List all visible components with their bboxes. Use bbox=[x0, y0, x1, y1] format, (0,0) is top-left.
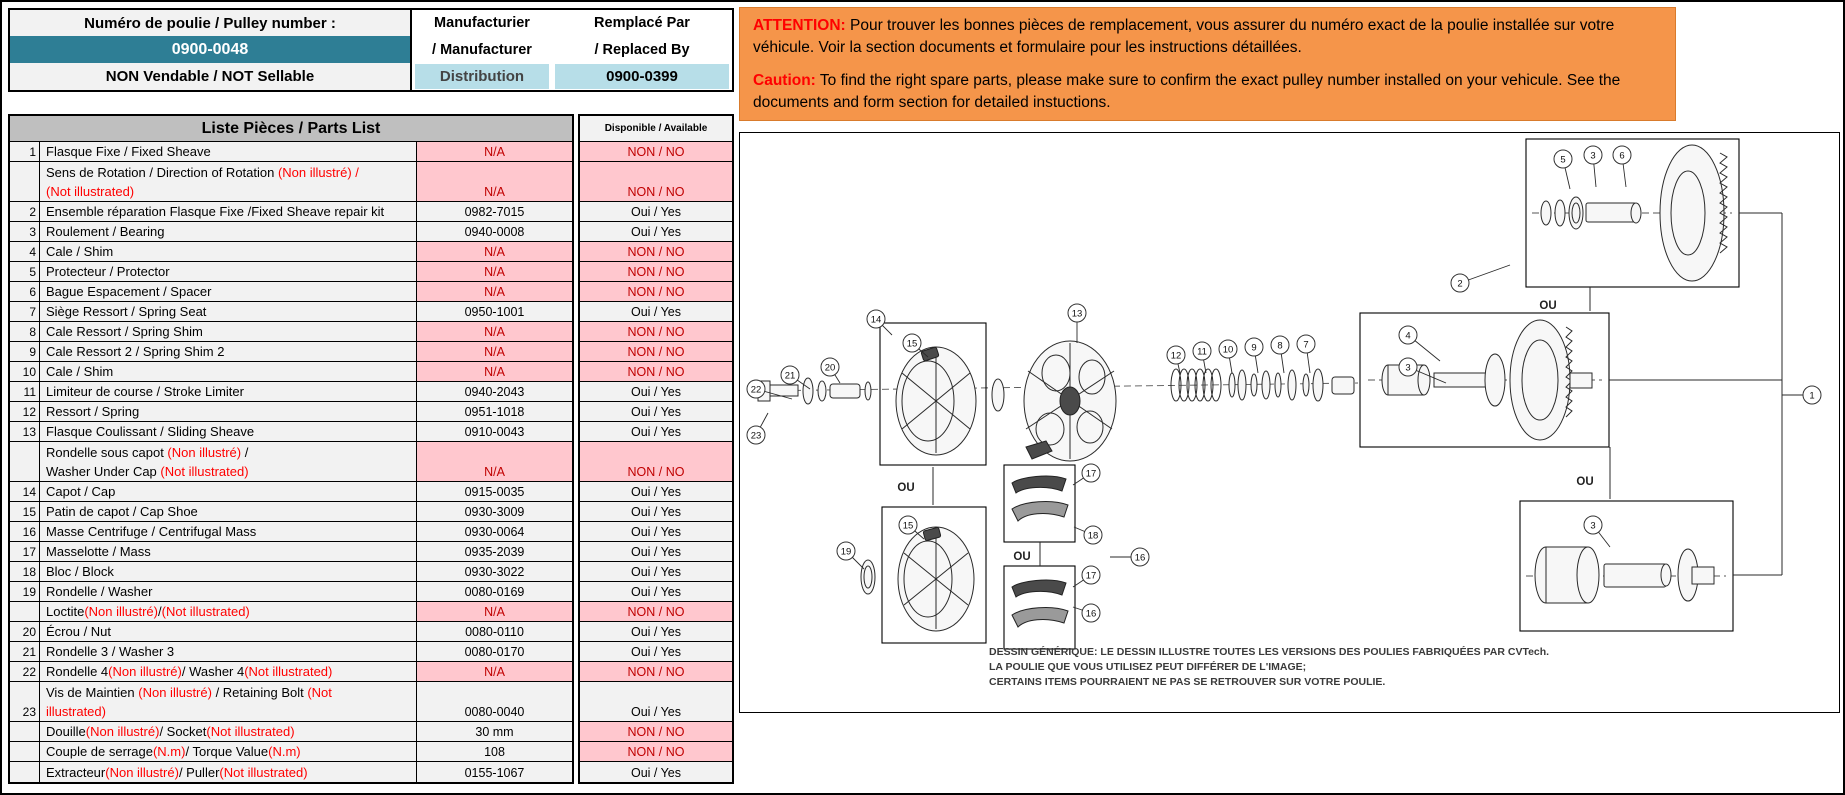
warning-french-lead: ATTENTION: bbox=[753, 17, 846, 34]
svg-text:7: 7 bbox=[1303, 339, 1309, 351]
part-index bbox=[10, 442, 40, 481]
hub-shaft-box bbox=[1520, 501, 1733, 631]
parts-row bbox=[10, 622, 572, 642]
part-index: 13 bbox=[10, 422, 40, 441]
part-availability: Oui / Yes bbox=[580, 682, 732, 722]
part-description: Bague Espacement / Spacer bbox=[40, 282, 417, 301]
replaced-by-label-line2: / Replaced By bbox=[594, 41, 690, 58]
part-index: 17 bbox=[10, 542, 40, 561]
part-number: 0080-0110 bbox=[465, 625, 524, 639]
alternate-cap-box bbox=[861, 507, 986, 643]
parts-row bbox=[10, 222, 572, 242]
svg-text:3: 3 bbox=[1590, 520, 1596, 532]
part-index bbox=[10, 722, 40, 741]
svg-text:22: 22 bbox=[750, 384, 762, 396]
part-index: 21 bbox=[10, 642, 40, 661]
part-description: Ressort / Spring bbox=[40, 402, 417, 421]
diagram-footnote-line: DESSIN GÉNÉRIQUE: LE DESSIN ILLUSTRE TOUTES LES VERSIONS DES POULIES FABRIQUÉES PAR CVTech. bbox=[989, 646, 1550, 658]
part-availability: Oui / Yes bbox=[580, 582, 732, 602]
parts-row bbox=[10, 242, 572, 262]
part-number: 0915-0035 bbox=[464, 485, 525, 499]
part-number: N/A bbox=[417, 362, 572, 381]
parts-row bbox=[10, 362, 572, 382]
parts-row bbox=[10, 542, 572, 562]
ou-label: OU bbox=[1576, 476, 1594, 488]
part-description: Rondelle 3 / Washer 3 bbox=[40, 642, 417, 661]
part-index bbox=[10, 162, 40, 201]
parts-row bbox=[10, 162, 572, 202]
exploded-diagram-box bbox=[739, 132, 1840, 713]
part-description: Couple de serrage (N.m) / Torque Value (N.m) bbox=[40, 742, 417, 761]
parts-row bbox=[10, 522, 572, 542]
part-availability: NON / NO bbox=[580, 662, 732, 682]
svg-text:3: 3 bbox=[1590, 150, 1596, 162]
part-index: 22 bbox=[10, 662, 40, 681]
part-description: Roulement / Bearing bbox=[40, 222, 417, 241]
part-availability: Oui / Yes bbox=[580, 522, 732, 542]
part-availability: Oui / Yes bbox=[580, 422, 732, 442]
part-index: 1 bbox=[10, 142, 40, 161]
part-availability: Oui / Yes bbox=[580, 202, 732, 222]
svg-text:19: 19 bbox=[840, 546, 852, 558]
part-description: Limiteur de course / Stroke Limiter bbox=[40, 382, 417, 401]
part-availability: Oui / Yes bbox=[580, 222, 732, 242]
manufacturer-value: Distribution bbox=[415, 64, 549, 89]
svg-text:17: 17 bbox=[1085, 570, 1097, 582]
parts-table-main bbox=[8, 114, 574, 784]
part-availability: NON / NO bbox=[580, 442, 732, 482]
part-index: 8 bbox=[10, 322, 40, 341]
spring-and-shims bbox=[1171, 369, 1354, 401]
diagram-footnote-line: CERTAINS ITEMS POURRAIENT NE PAS SE RETROUVER SUR VOTRE POULIE. bbox=[989, 676, 1386, 688]
svg-text:17: 17 bbox=[1085, 468, 1097, 480]
warning-box bbox=[739, 7, 1676, 121]
part-availability: Oui / Yes bbox=[580, 482, 732, 502]
part-availability: NON / NO bbox=[580, 362, 732, 382]
part-availability: NON / NO bbox=[580, 242, 732, 262]
part-index: 19 bbox=[10, 582, 40, 601]
part-description: Vis de Maintien (Non illustré) / Retaining Bolt (Not illustrated) bbox=[40, 682, 417, 721]
cap-assembly bbox=[880, 323, 986, 465]
part-number: N/A bbox=[417, 282, 572, 301]
part-index: 14 bbox=[10, 482, 40, 501]
part-number: N/A bbox=[417, 662, 572, 681]
part-number: 0080-0169 bbox=[464, 585, 525, 599]
parts-row bbox=[10, 582, 572, 602]
exploded-diagram bbox=[740, 133, 1839, 712]
svg-text:20: 20 bbox=[824, 362, 836, 374]
part-index bbox=[10, 762, 40, 782]
parts-table-title: Liste Pièces / Parts List bbox=[10, 116, 572, 142]
part-description: Siège Ressort / Spring Seat bbox=[40, 302, 417, 321]
parts-row bbox=[10, 662, 572, 682]
part-index: 9 bbox=[10, 342, 40, 361]
part-availability: Oui / Yes bbox=[580, 562, 732, 582]
part-availability: NON / NO bbox=[580, 602, 732, 622]
diagram-footnote-line: LA POULIE QUE VOUS UTILISEZ PEUT DIFFÉRER DE L'IMAGE; bbox=[989, 661, 1307, 673]
part-availability: Oui / Yes bbox=[580, 382, 732, 402]
part-number: N/A bbox=[417, 242, 572, 261]
part-availability: Oui / Yes bbox=[580, 502, 732, 522]
part-description: Rondelle / Washer bbox=[40, 582, 417, 601]
part-index: 20 bbox=[10, 622, 40, 641]
part-number: 0940-0008 bbox=[464, 225, 525, 239]
part-availability: NON / NO bbox=[580, 322, 732, 342]
parts-table-availability bbox=[578, 114, 734, 784]
svg-text:2: 2 bbox=[1457, 278, 1463, 290]
bolt-and-washers bbox=[758, 378, 871, 404]
part-availability: Oui / Yes bbox=[580, 642, 732, 662]
svg-text:23: 23 bbox=[750, 430, 762, 442]
svg-text:10: 10 bbox=[1222, 344, 1234, 356]
part-index: 23 bbox=[10, 682, 40, 721]
parts-row bbox=[10, 442, 572, 482]
parts-row bbox=[10, 402, 572, 422]
part-number: N/A bbox=[417, 342, 572, 361]
part-index: 6 bbox=[10, 282, 40, 301]
part-description: Sens de Rotation / Direction of Rotation (Non illustré) / (Not illustrated) bbox=[40, 162, 417, 201]
replaced-by-value: 0900-0399 bbox=[555, 64, 729, 89]
svg-text:16: 16 bbox=[1134, 552, 1146, 564]
warning-english-text: To find the right spare parts, please make sure to confirm the exact pulley number installed on your vehicule. See the documents and form section for detailed instuctions. bbox=[753, 72, 1621, 111]
part-description: Masse Centrifuge / Centrifugal Mass bbox=[40, 522, 417, 541]
part-number: N/A bbox=[417, 602, 572, 621]
warning-french bbox=[753, 15, 1662, 59]
parts-row bbox=[10, 422, 572, 442]
part-availability: Oui / Yes bbox=[580, 622, 732, 642]
part-description: Masselotte / Mass bbox=[40, 542, 417, 561]
sellable-status: NON Vendable / NOT Sellable bbox=[10, 63, 412, 90]
part-index: 15 bbox=[10, 502, 40, 521]
parts-row bbox=[10, 282, 572, 302]
warning-english bbox=[753, 70, 1662, 114]
pulley-number-label: Numéro de poulie / Pulley number : bbox=[10, 10, 412, 36]
part-index: 10 bbox=[10, 362, 40, 381]
svg-text:14: 14 bbox=[870, 314, 882, 326]
part-availability: NON / NO bbox=[580, 162, 732, 202]
part-number: N/A bbox=[417, 142, 572, 161]
part-availability: NON / NO bbox=[580, 722, 732, 742]
part-availability: Oui / Yes bbox=[580, 542, 732, 562]
part-number: 0910-0043 bbox=[464, 425, 525, 439]
part-description: Flasque Fixe / Fixed Sheave bbox=[40, 142, 417, 161]
warning-english-lead: Caution: bbox=[753, 72, 816, 89]
part-index: 18 bbox=[10, 562, 40, 581]
part-description: Rondelle 4 (Non illustré) / Washer 4 (Not illustrated) bbox=[40, 662, 417, 681]
svg-text:15: 15 bbox=[902, 520, 914, 532]
part-number: 0982-7015 bbox=[464, 205, 525, 219]
part-availability: Oui / Yes bbox=[580, 402, 732, 422]
part-index: 4 bbox=[10, 242, 40, 261]
part-number: N/A bbox=[417, 322, 572, 341]
parts-row bbox=[10, 482, 572, 502]
part-availability: NON / NO bbox=[580, 262, 732, 282]
manufacturer-label-line2: / Manufacturer bbox=[432, 41, 532, 58]
part-index: 16 bbox=[10, 522, 40, 541]
part-description: Cale / Shim bbox=[40, 362, 417, 381]
part-index: 12 bbox=[10, 402, 40, 421]
part-description: Ensemble réparation Flasque Fixe /Fixed Sheave repair kit bbox=[40, 202, 417, 221]
part-number: 0935-2039 bbox=[464, 545, 525, 559]
part-description: Capot / Cap bbox=[40, 482, 417, 501]
part-description: Rondelle sous capot (Non illustré) / Washer Under Cap (Not illustrated) bbox=[40, 442, 417, 481]
part-number: 0155-1067 bbox=[464, 766, 525, 780]
parts-row bbox=[10, 762, 572, 782]
svg-text:21: 21 bbox=[784, 370, 796, 382]
ou-label: OU bbox=[897, 482, 915, 494]
svg-text:1: 1 bbox=[1809, 390, 1815, 402]
part-number: N/A bbox=[417, 262, 572, 281]
parts-row bbox=[10, 722, 572, 742]
part-index: 5 bbox=[10, 262, 40, 281]
part-number: N/A bbox=[417, 442, 572, 481]
svg-text:11: 11 bbox=[1197, 346, 1207, 358]
parts-row bbox=[10, 262, 572, 282]
parts-row bbox=[10, 142, 572, 162]
parts-row bbox=[10, 742, 572, 762]
part-number: 30 mm bbox=[475, 725, 514, 739]
parts-row bbox=[10, 602, 572, 622]
part-number: 108 bbox=[484, 745, 505, 759]
part-description: Patin de capot / Cap Shoe bbox=[40, 502, 417, 521]
parts-row bbox=[10, 302, 572, 322]
part-number: N/A bbox=[417, 162, 572, 201]
part-availability: NON / NO bbox=[580, 342, 732, 362]
part-number: 0940-2043 bbox=[464, 385, 525, 399]
replaced-by-label-line1: Remplacé Par bbox=[594, 15, 690, 31]
part-index bbox=[10, 602, 40, 621]
part-description: Écrou / Nut bbox=[40, 622, 417, 641]
part-index: 3 bbox=[10, 222, 40, 241]
spider-assembly bbox=[992, 341, 1116, 461]
part-description: Protecteur / Protector bbox=[40, 262, 417, 281]
parts-row bbox=[10, 382, 572, 402]
part-description: Bloc / Block bbox=[40, 562, 417, 581]
part-index: 11 bbox=[10, 382, 40, 401]
svg-text:8: 8 bbox=[1277, 340, 1283, 352]
part-availability: Oui / Yes bbox=[580, 762, 732, 782]
ou-label: OU bbox=[1013, 551, 1031, 563]
manufacturer-label-line1: Manufacturier bbox=[434, 15, 530, 31]
part-description: Cale Ressort 2 / Spring Shim 2 bbox=[40, 342, 417, 361]
svg-text:4: 4 bbox=[1405, 330, 1411, 342]
part-index: 7 bbox=[10, 302, 40, 321]
part-number: 0930-3022 bbox=[464, 565, 525, 579]
parts-row bbox=[10, 502, 572, 522]
part-availability: NON / NO bbox=[580, 742, 732, 762]
part-number: 0951-1018 bbox=[464, 405, 525, 419]
svg-text:13: 13 bbox=[1071, 308, 1083, 320]
parts-row bbox=[10, 562, 572, 582]
part-description: Extracteur (Non illustré) / Puller (Not illustrated) bbox=[40, 762, 417, 782]
part-number: 0950-1001 bbox=[464, 305, 525, 319]
availability-header: Disponible / Available bbox=[580, 116, 732, 142]
svg-text:15: 15 bbox=[906, 338, 918, 350]
svg-text:3: 3 bbox=[1405, 362, 1411, 374]
part-number: 0080-0040 bbox=[464, 705, 525, 719]
parts-row bbox=[10, 342, 572, 362]
part-availability: NON / NO bbox=[580, 142, 732, 162]
svg-text:16: 16 bbox=[1085, 608, 1097, 620]
parts-row bbox=[10, 682, 572, 722]
pulley-number-value: 0900-0048 bbox=[10, 36, 412, 63]
part-number: 0930-3009 bbox=[464, 505, 525, 519]
part-index bbox=[10, 742, 40, 761]
part-availability: Oui / Yes bbox=[580, 302, 732, 322]
parts-row bbox=[10, 322, 572, 342]
svg-text:6: 6 bbox=[1619, 150, 1625, 162]
part-number: 0930-0064 bbox=[464, 525, 525, 539]
warning-french-text: Pour trouver les bonnes pièces de remplacement, vous assurer du numéro exact de la poulie installée sur votre véhicule. Voir la section documents et formulaire pour les instructions détaillées. bbox=[753, 17, 1615, 56]
sliding-sheave-box bbox=[1360, 313, 1609, 447]
part-availability: NON / NO bbox=[580, 282, 732, 302]
svg-text:5: 5 bbox=[1560, 154, 1566, 166]
parts-row bbox=[10, 642, 572, 662]
part-description: Douille (Non illustré) / Socket (Not illustrated) bbox=[40, 722, 417, 741]
ou-label: OU bbox=[1539, 300, 1557, 312]
part-description: Cale Ressort / Spring Shim bbox=[40, 322, 417, 341]
part-index: 2 bbox=[10, 202, 40, 221]
part-description: Cale / Shim bbox=[40, 242, 417, 261]
parts-row bbox=[10, 202, 572, 222]
part-number: 0080-0170 bbox=[464, 645, 525, 659]
part-description: Loctite (Non illustré) / (Not illustrated) bbox=[40, 602, 417, 621]
part-description: Flasque Coulissant / Sliding Sheave bbox=[40, 422, 417, 441]
svg-text:12: 12 bbox=[1170, 350, 1182, 362]
svg-text:9: 9 bbox=[1251, 342, 1257, 354]
pulley-header-card bbox=[8, 8, 734, 92]
svg-text:18: 18 bbox=[1087, 530, 1099, 542]
